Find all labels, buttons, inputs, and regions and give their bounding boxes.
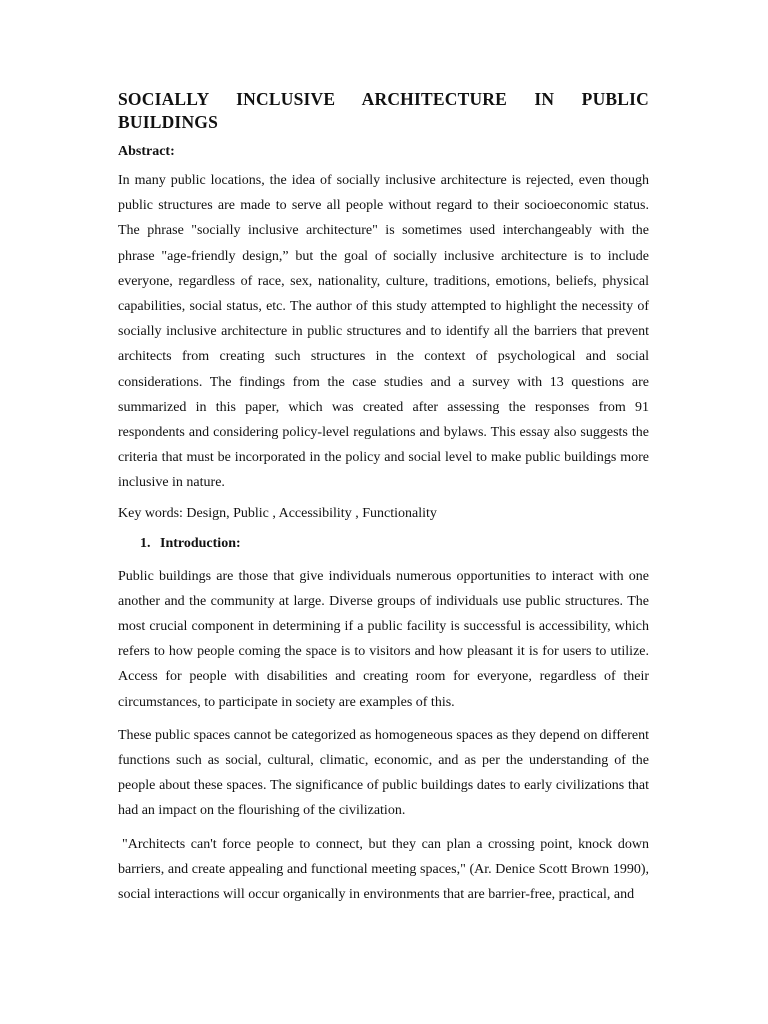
intro-paragraph-1: Public buildings are those that give individuals numerous opportunities to interact with one another and the community at large. Diverse groups of individuals use public structures. The most crucial component in determining if a public facility is successful is accessibility, which refers to how people coming the space is to visitors and how pleasant it is for users to utilize. Access for people with disabilities and creating room for everyone, regardless of their circumstances, to participate in society are examples of this. xyxy=(118,568,649,710)
document-page xyxy=(118,88,649,915)
intro-paragraph-2: These public spaces cannot be categorized as homogeneous spaces as they depend on different functions such as social, cultural, climatic, economic, and as per the understanding of the people about these spaces. The significance of public buildings dates to early civilizations that had an impact on the flourishing of the civilization. xyxy=(118,727,649,819)
intro-paragraph-3: "Architects can't force people to connect, but they can plan a crossing point, knock down barriers, and create appealing and functional meeting spaces," (Ar. Denice Scott Brown 1990), social interactions will occur organically in environments that are barrier-free, practical, and xyxy=(118,836,649,903)
abstract-paragraph: In many public locations, the idea of socially inclusive architecture is rejected, even though public structures are made to serve all people without regard to their socioeconomic status. The phrase "socially inclusive architecture" is sometimes used interchangeably with the phrase "age-friendly design,” but the goal of socially inclusive architecture is to include everyone, regardless of race, sex, nationality, culture, traditions, emotions, beliefs, physical capabilities, social status, etc. The author of this study attempted to highlight the necessity of socially inclusive architecture in public structures and to identify all the barriers that prevent architects from creating such structures in the context of psychological and social considerations. The findings from the case studies and a survey with 13 questions are summarized in this paper, which was created after assessing the responses from 91 respondents and considering policy-level regulations and bylaws. This essay also suggests the criteria that must be incorporated in the policy and social level to make public buildings more inclusive in nature. xyxy=(118,173,649,491)
section-heading-introduction xyxy=(118,534,649,554)
paper-title: SOCIALLY INCLUSIVE ARCHITECTURE IN PUBLIC BUILDINGS xyxy=(118,89,649,132)
keywords: Key words: Design, Public , Accessibility , Functionality xyxy=(118,505,437,521)
section-title: Introduction: xyxy=(160,535,241,551)
abstract-heading: Abstract: xyxy=(118,144,175,159)
section-number: 1. xyxy=(140,535,151,551)
